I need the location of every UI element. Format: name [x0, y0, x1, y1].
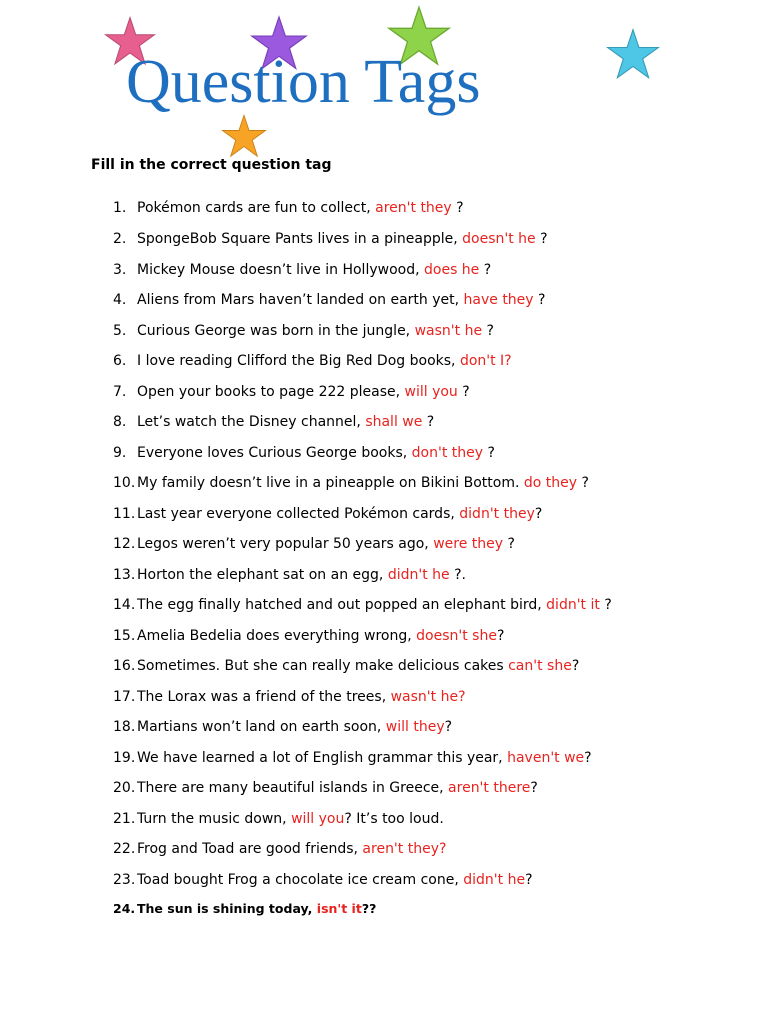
- question-tag: don't I?: [459, 353, 512, 369]
- list-item: [113, 749, 592, 767]
- item-number: 5.: [113, 323, 127, 339]
- item-number: 18.: [113, 719, 136, 735]
- question-tag: will you: [404, 384, 458, 400]
- item-number: 9.: [113, 445, 127, 461]
- list-item: [113, 688, 466, 706]
- question-tag: isn't it: [316, 901, 362, 916]
- question-tag: do they: [523, 475, 578, 491]
- list-item: [113, 383, 470, 401]
- list-item: [113, 900, 376, 918]
- list-item: [113, 779, 538, 797]
- item-sentence: Mickey Mouse doesn’t live in Hollywood,: [137, 262, 424, 278]
- question-tag: shall we: [365, 414, 423, 430]
- item-ending: ?: [451, 200, 464, 216]
- item-number: 7.: [113, 384, 127, 400]
- item-number: 2.: [113, 231, 127, 247]
- list-item: [113, 871, 533, 889]
- item-sentence: I love reading Clifford the Big Red Dog books,: [137, 353, 460, 369]
- list-item: [113, 718, 452, 736]
- question-tag: wasn't he: [414, 323, 483, 339]
- question-tag: were they: [433, 536, 504, 552]
- question-tag: aren't they: [375, 200, 452, 216]
- item-number: 16.: [113, 658, 136, 674]
- question-tag: can't she: [508, 658, 572, 674]
- question-tag: didn't it: [546, 597, 600, 613]
- item-number: 21.: [113, 811, 136, 827]
- list-item: [113, 261, 491, 279]
- list-item: [113, 505, 542, 523]
- list-item: [113, 566, 466, 584]
- list-item: [113, 627, 504, 645]
- item-sentence: The Lorax was a friend of the trees,: [137, 689, 391, 705]
- item-ending: ??: [361, 901, 377, 916]
- item-ending: ?: [496, 628, 505, 644]
- item-ending: ?: [482, 323, 494, 339]
- question-tag: wasn't he?: [390, 689, 466, 705]
- item-sentence: Everyone loves Curious George books,: [137, 445, 412, 461]
- item-ending: ?: [577, 475, 589, 491]
- item-ending: ?: [503, 536, 515, 552]
- question-tag: doesn't he: [462, 231, 536, 247]
- item-number: 4.: [113, 292, 127, 308]
- question-tag: doesn't she: [416, 628, 497, 644]
- question-tag: didn't they: [459, 506, 535, 522]
- item-ending: ?: [483, 445, 495, 461]
- item-ending: ?: [599, 597, 612, 613]
- list-item: [113, 444, 495, 462]
- item-sentence: Frog and Toad are good friends,: [137, 841, 363, 857]
- item-sentence: The sun is shining today,: [137, 901, 317, 916]
- question-tag: aren't there: [448, 780, 531, 796]
- item-sentence: Aliens from Mars haven’t landed on earth yet,: [137, 292, 464, 308]
- item-number: 24.: [113, 901, 136, 916]
- list-item: [113, 840, 446, 858]
- item-sentence: The egg finally hatched and out popped an elephant bird,: [137, 597, 547, 613]
- item-sentence: Open your books to page 222 please,: [137, 384, 405, 400]
- item-sentence: Turn the music down,: [137, 811, 292, 827]
- question-tag: will they: [385, 719, 445, 735]
- list-item: [113, 291, 545, 309]
- item-sentence: Toad bought Frog a chocolate ice cream cone,: [137, 872, 464, 888]
- list-item: [113, 596, 612, 614]
- list-item: [113, 322, 494, 340]
- item-number: 1.: [113, 200, 127, 216]
- item-sentence: There are many beautiful islands in Greece,: [137, 780, 449, 796]
- item-ending: ?: [533, 292, 546, 308]
- list-item: [113, 413, 434, 431]
- question-tag: have they: [463, 292, 534, 308]
- item-ending: ?: [444, 719, 453, 735]
- item-number: 15.: [113, 628, 136, 644]
- list-item: [113, 199, 464, 217]
- item-number: 10.: [113, 475, 136, 491]
- item-ending: ? It’s too loud.: [344, 811, 444, 827]
- item-number: 3.: [113, 262, 127, 278]
- item-ending: ?.: [449, 567, 466, 583]
- question-tag: will you: [291, 811, 345, 827]
- item-sentence: Let’s watch the Disney channel,: [137, 414, 366, 430]
- question-tag: does he: [424, 262, 480, 278]
- item-sentence: Curious George was born in the jungle,: [137, 323, 415, 339]
- item-sentence: Pokémon cards are fun to collect,: [137, 200, 376, 216]
- question-tag: don't they: [411, 445, 484, 461]
- item-ending: ?: [457, 384, 470, 400]
- item-number: 17.: [113, 689, 136, 705]
- page-title: Question Tags: [126, 48, 481, 116]
- question-tag: didn't he: [463, 872, 526, 888]
- item-number: 13.: [113, 567, 136, 583]
- item-sentence: Amelia Bedelia does everything wrong,: [137, 628, 417, 644]
- item-ending: ?: [534, 506, 543, 522]
- item-sentence: Sometimes. But she can really make delicious cakes: [137, 658, 509, 674]
- item-number: 22.: [113, 841, 136, 857]
- list-item: [113, 230, 548, 248]
- item-number: 14.: [113, 597, 136, 613]
- item-sentence: Legos weren’t very popular 50 years ago,: [137, 536, 434, 552]
- item-sentence: SpongeBob Square Pants lives in a pineapple,: [137, 231, 463, 247]
- item-number: 8.: [113, 414, 127, 430]
- instruction-heading: Fill in the correct question tag: [91, 157, 332, 173]
- item-number: 11.: [113, 506, 136, 522]
- list-item: [113, 352, 512, 370]
- item-ending: ?: [535, 231, 548, 247]
- item-number: 6.: [113, 353, 127, 369]
- item-sentence: Last year everyone collected Pokémon cards,: [137, 506, 460, 522]
- item-number: 12.: [113, 536, 136, 552]
- item-number: 19.: [113, 750, 136, 766]
- item-ending: ?: [571, 658, 580, 674]
- item-ending: ?: [479, 262, 492, 278]
- list-item: [113, 810, 444, 828]
- item-sentence: Horton the elephant sat on an egg,: [137, 567, 388, 583]
- item-sentence: Martians won’t land on earth soon,: [137, 719, 386, 735]
- question-tag: aren't they?: [362, 841, 447, 857]
- question-tag: haven't we: [507, 750, 585, 766]
- item-ending: ?: [584, 750, 592, 766]
- item-ending: ?: [525, 872, 533, 888]
- list-item: [113, 535, 515, 553]
- item-number: 20.: [113, 780, 136, 796]
- item-ending: ?: [422, 414, 435, 430]
- list-item: [113, 657, 579, 675]
- list-item: [113, 474, 589, 492]
- item-sentence: My family doesn’t live in a pineapple on Bikini Bottom.: [137, 475, 524, 491]
- question-tag: didn't he: [387, 567, 450, 583]
- item-number: 23.: [113, 872, 136, 888]
- item-ending: ?: [530, 780, 538, 796]
- item-sentence: We have learned a lot of English grammar this year,: [137, 750, 508, 766]
